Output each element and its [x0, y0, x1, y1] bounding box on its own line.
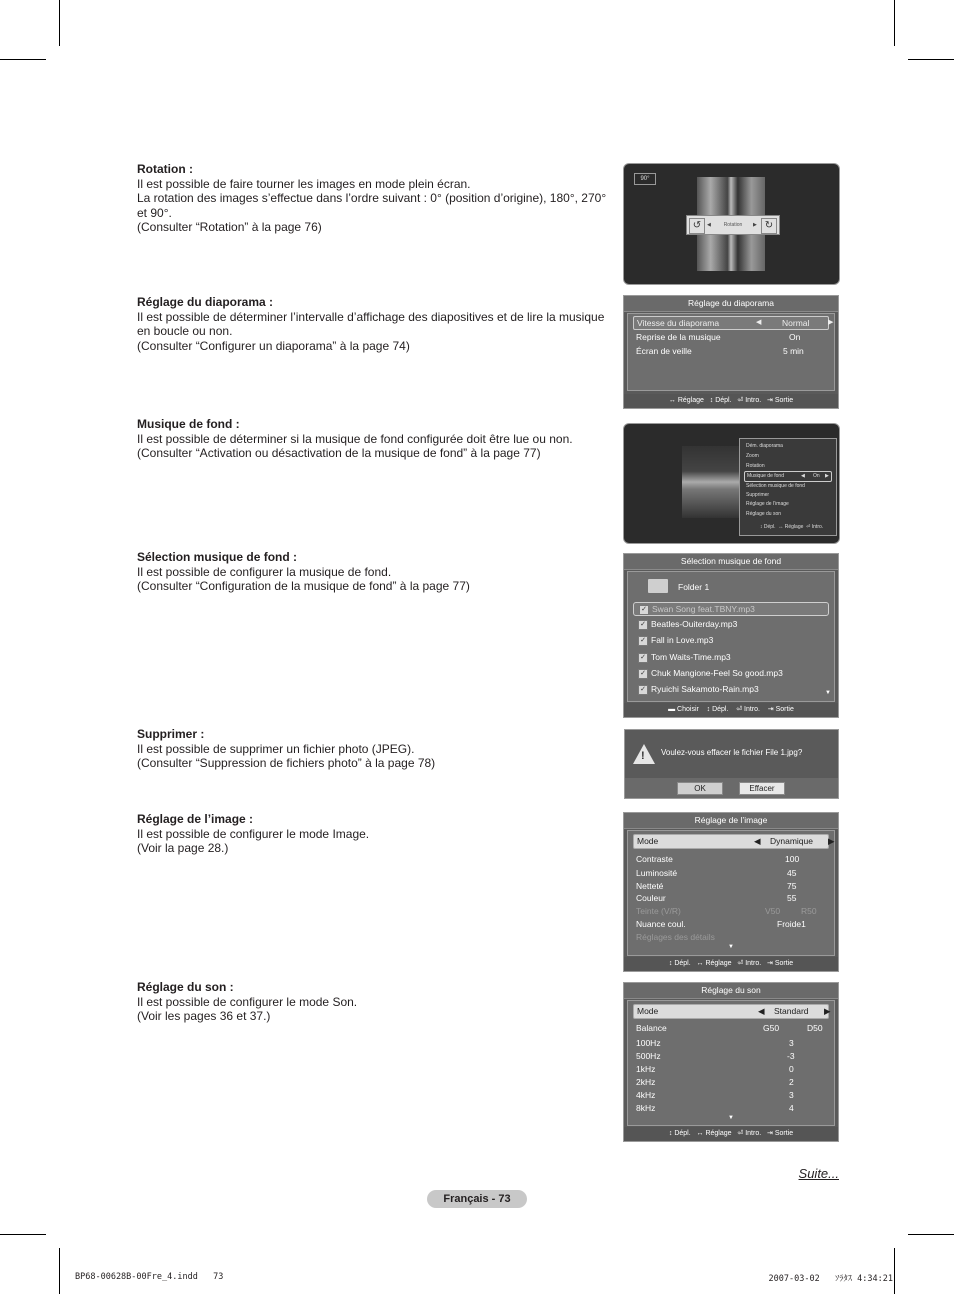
panel-footer — [624, 1127, 838, 1141]
section-line: Il est possible de configurer la musique de fond. — [137, 564, 392, 579]
footer-hint: Dépl. — [712, 706, 729, 713]
mode-row[interactable] — [633, 834, 835, 849]
section-line: (Consulter “Suppression de fichiers photo” à la page 78) — [137, 756, 436, 771]
context-menu — [739, 438, 837, 536]
panel-body — [627, 830, 835, 956]
adjust-icon: ↔ — [778, 524, 784, 530]
eq-row[interactable] — [633, 1063, 829, 1075]
warning-mark: ! — [641, 750, 645, 762]
checkbox-icon[interactable]: ✓ — [638, 669, 648, 679]
section-line: Il est possible de configurer le mode Son. — [137, 994, 358, 1009]
section-heading: Réglage du diaporama : — [137, 295, 274, 309]
section-line: (Consulter “Rotation” à la page 76) — [137, 220, 322, 235]
menu-item[interactable]: Dém. diaporama — [746, 443, 783, 449]
row-value: 55 — [787, 893, 797, 903]
file-name: Beatles-Ouiterday.mp3 — [651, 619, 738, 629]
footer-hint: Réglage — [677, 397, 704, 404]
brightness-row[interactable] — [633, 867, 829, 879]
music-menu-screen — [623, 423, 840, 544]
row-label: Mode — [637, 1006, 659, 1016]
section-heading: Rotation : — [137, 162, 193, 176]
section-heading: Réglage du son : — [137, 980, 234, 994]
menu-item[interactable]: Supprimer — [746, 492, 770, 498]
footer-hint: Dépl. — [674, 960, 691, 967]
panel-body — [627, 313, 835, 391]
rotation-screen — [623, 163, 840, 285]
crop-mark — [0, 1234, 46, 1235]
row-label: 100Hz — [636, 1038, 661, 1048]
arrow-right-icon: ▶ — [753, 222, 757, 228]
music-repeat-row[interactable] — [633, 331, 829, 343]
row-label: Teinte (V/R) — [636, 906, 681, 916]
menu-item[interactable]: Réglage du son — [746, 511, 782, 517]
exit-icon: ⇥ — [767, 706, 774, 713]
balance-right-value: D50 — [807, 1023, 823, 1033]
rotate-right-icon[interactable]: ↻ — [761, 218, 777, 234]
folder-icon — [648, 579, 668, 593]
row-label: Mode — [637, 836, 659, 846]
row-label: Vitesse du diaporama — [637, 318, 720, 328]
section-line: (Voir les pages 36 et 37.) — [137, 1009, 271, 1024]
dialog-message: Voulez-vous effacer le fichier File 1.jpg? — [661, 748, 803, 757]
footer-hint: Dépl. — [674, 1130, 691, 1137]
menu-item[interactable]: Rotation — [746, 463, 765, 469]
footer-hint: Réglage — [784, 524, 804, 530]
section-rotation — [137, 162, 607, 235]
panel-title: Réglage de l’image — [624, 813, 838, 829]
panel-title: Réglage du diaporama — [624, 296, 838, 312]
slideshow-settings-panel — [623, 295, 839, 409]
eq-row[interactable] — [633, 1050, 829, 1062]
scroll-down-icon[interactable]: ▼ — [825, 690, 831, 696]
file-row[interactable] — [633, 618, 829, 630]
section-music-selection — [137, 550, 607, 594]
row-value: 5 min — [783, 346, 804, 356]
arrow-left-icon: ◀ — [758, 1006, 765, 1016]
row-value: 4 — [789, 1103, 794, 1113]
footer-hint: Intro. — [745, 960, 762, 967]
sound-settings-panel — [623, 982, 839, 1142]
menu-item-selected[interactable] — [744, 471, 832, 482]
balance-left-value: G50 — [763, 1023, 780, 1033]
panel-footer — [624, 957, 838, 971]
checkbox-icon[interactable]: ✓ — [638, 636, 648, 646]
print-date-info: 2007-03-02 ｿﾗﾀｽ 4:34:21 — [768, 1274, 893, 1284]
file-list — [627, 571, 835, 702]
rotation-label: Rotation — [723, 222, 743, 228]
menu-item-value: On — [813, 473, 820, 479]
select-icon: ▬ — [668, 706, 676, 713]
panel-footer — [624, 394, 838, 408]
arrow-left-icon: ◀ — [756, 319, 762, 326]
footer-hint: Dépl. — [763, 524, 776, 530]
menu-item[interactable]: Sélection musique de fond — [746, 483, 805, 489]
adjust-icon: ↔ — [696, 960, 704, 967]
move-icon: ↕ — [709, 397, 714, 404]
row-label: Couleur — [636, 893, 666, 903]
footer-hint: Sortie — [774, 1130, 794, 1137]
panel-title: Sélection musique de fond — [624, 554, 838, 570]
ok-button[interactable]: OK — [677, 782, 723, 795]
mode-row[interactable] — [633, 1004, 829, 1019]
enter-icon: ⏎ — [737, 1130, 744, 1137]
file-name: Ryuichi Sakamoto-Rain.mp3 — [651, 684, 759, 694]
footer-hint: Intro. — [811, 524, 824, 530]
section-line: Il est possible de déterminer l’intervalle d’affichage des diapositives et de lire la musique — [137, 309, 605, 324]
section-line: Il est possible de supprimer un fichier photo (JPEG). — [137, 741, 415, 756]
file-name: Tom Waits-Time.mp3 — [651, 652, 731, 662]
color-row[interactable] — [633, 892, 829, 904]
footer-hint: Réglage — [705, 960, 732, 967]
file-row[interactable] — [633, 667, 829, 679]
row-label: Nuance coul. — [636, 919, 686, 929]
crop-mark — [0, 59, 46, 60]
footer-hint: Intro. — [744, 706, 760, 713]
arrow-left-icon: ◀ — [754, 836, 761, 846]
file-row[interactable] — [633, 602, 829, 616]
crop-mark — [894, 0, 895, 46]
crop-mark — [59, 1248, 60, 1294]
rotate-left-icon[interactable]: ↺ — [689, 218, 705, 234]
arrow-right-icon: ▶ — [828, 836, 835, 846]
arrow-left-icon: ◀ — [801, 473, 805, 479]
row-value: Dynamique — [770, 836, 813, 846]
row-value: Normal — [782, 318, 810, 328]
tint-red-value: R50 — [801, 906, 817, 916]
adjust-icon: ↔ — [668, 397, 676, 404]
row-label: Contraste — [636, 854, 673, 864]
move-icon: ↕ — [706, 706, 711, 713]
footer-hint: Intro. — [745, 1130, 762, 1137]
file-name: Chuk Mangione-Feel So good.mp3 — [651, 668, 783, 678]
move-icon: ↕ — [668, 960, 673, 967]
enter-icon: ⏎ — [736, 706, 743, 713]
exit-icon: ⇥ — [767, 397, 773, 404]
file-name: Swan Song feat.TBNY.mp3 — [652, 604, 755, 614]
color-tone-row[interactable] — [633, 918, 829, 930]
row-label: 8kHz — [636, 1103, 656, 1113]
file-name: Fall in Love.mp3 — [651, 635, 714, 645]
row-value: 75 — [787, 881, 797, 891]
row-label: 1kHz — [636, 1064, 656, 1074]
file-row[interactable] — [633, 683, 829, 695]
footer-hint: Sortie — [774, 397, 794, 404]
crop-mark — [894, 1248, 895, 1294]
section-heading: Réglage de l’image : — [137, 812, 254, 826]
checkbox-icon[interactable]: ✓ — [639, 605, 649, 615]
row-label: Balance — [636, 1023, 667, 1033]
row-value: Standard — [774, 1006, 809, 1016]
tint-row — [633, 905, 829, 917]
section-line: Il est possible de faire tourner les images en mode plein écran. — [137, 176, 471, 191]
row-label: 4kHz — [636, 1090, 656, 1100]
checkbox-icon[interactable]: ✓ — [638, 620, 648, 630]
section-delete — [137, 727, 607, 771]
adjust-icon: ↔ — [696, 1130, 704, 1137]
row-value: 45 — [787, 868, 797, 878]
checkbox-icon[interactable]: ✓ — [638, 653, 648, 663]
folder-name: Folder 1 — [678, 582, 710, 592]
dialog-button-bar — [625, 778, 838, 798]
slideshow-speed-row[interactable] — [633, 316, 834, 330]
row-label: Réglages des détails — [636, 932, 715, 942]
continued-label: Suite... — [798, 1166, 839, 1181]
sharpness-row[interactable] — [633, 880, 829, 892]
panel-title: Réglage du son — [624, 983, 838, 999]
row-value: 0 — [789, 1064, 794, 1074]
exit-icon: ⇥ — [767, 1130, 773, 1137]
row-label: Luminosité — [636, 868, 678, 878]
eq-row[interactable] — [633, 1089, 829, 1101]
section-heading: Sélection musique de fond : — [137, 550, 298, 564]
section-slideshow — [137, 295, 607, 353]
rotation-toolbar — [686, 215, 780, 235]
move-icon: ↕ — [668, 1130, 673, 1137]
eq-row[interactable] — [633, 1076, 829, 1088]
eq-row[interactable] — [633, 1102, 829, 1114]
print-file-info: BP68-00628B-00Fre_4.indd 73 — [75, 1272, 224, 1282]
footer-hint: Sortie — [775, 706, 794, 713]
enter-icon: ⏎ — [737, 960, 744, 967]
footer-hint: Intro. — [745, 397, 762, 404]
arrow-left-icon: ◀ — [707, 222, 711, 228]
row-value: 3 — [789, 1090, 794, 1100]
eq-row[interactable] — [633, 1037, 829, 1049]
menu-item[interactable]: Réglage de l’image — [746, 501, 789, 507]
footer-hint: Dépl. — [715, 397, 732, 404]
file-row[interactable] — [633, 634, 829, 646]
menu-footer — [760, 524, 823, 530]
section-line: (Consulter “Configuration de la musique de fond” à la page 77) — [137, 579, 470, 594]
menu-item-label: Musique de fond — [747, 473, 784, 479]
tint-green-value: V50 — [765, 906, 781, 916]
screensaver-row[interactable] — [633, 345, 829, 357]
crop-mark — [908, 1234, 954, 1235]
row-value: On — [789, 332, 801, 342]
move-icon: ↕ — [760, 524, 763, 530]
section-line: (Consulter “Configurer un diaporama” à la page 74) — [137, 338, 410, 353]
music-selection-panel — [623, 553, 839, 718]
exit-icon: ⇥ — [767, 960, 773, 967]
row-label: 2kHz — [636, 1077, 656, 1087]
row-label: 500Hz — [636, 1051, 661, 1061]
section-line: La rotation des images s’effectue dans l’ordre suivant : 0° (position d’origine), 180°, 270° — [137, 191, 607, 206]
contrast-row[interactable] — [633, 853, 829, 865]
scroll-down-icon[interactable]: ▼ — [728, 1115, 734, 1121]
section-line: (Voir la page 28.) — [137, 841, 229, 856]
row-value: 3 — [789, 1038, 794, 1048]
section-heading: Supprimer : — [137, 727, 205, 741]
footer-hint: Choisir — [677, 706, 699, 713]
crop-mark — [59, 0, 60, 46]
section-line: en boucle ou non. — [137, 324, 233, 339]
row-label: Écran de veille — [636, 346, 692, 356]
arrow-right-icon: ▶ — [828, 319, 834, 326]
menu-item[interactable]: Zoom — [746, 453, 759, 459]
footer-hint: Sortie — [774, 960, 794, 967]
section-background-music — [137, 417, 607, 461]
panel-body — [627, 1000, 835, 1126]
row-value: Froide1 — [777, 919, 806, 929]
row-label: Reprise de la musique — [636, 332, 721, 342]
section-picture — [137, 812, 607, 856]
section-line: et 90°. — [137, 205, 172, 220]
section-line: Il est possible de déterminer si la musique de fond configurée doit être lue ou non. — [137, 431, 573, 446]
arrow-right-icon: ▶ — [825, 473, 829, 479]
section-line: (Consulter “Activation ou désactivation de la musique de fond” à la page 77) — [137, 446, 541, 461]
enter-icon: ⏎ — [737, 397, 744, 404]
checkbox-icon[interactable]: ✓ — [638, 685, 648, 695]
footer-hint: Réglage — [705, 1130, 732, 1137]
row-label: Netteté — [636, 881, 664, 891]
angle-indicator: 90° — [634, 173, 656, 185]
scroll-down-icon[interactable]: ▼ — [728, 944, 734, 950]
detail-settings-row — [633, 931, 829, 943]
file-row[interactable] — [633, 651, 829, 663]
arrow-right-icon: ▶ — [824, 1006, 831, 1016]
row-value: 2 — [789, 1077, 794, 1087]
delete-button[interactable]: Effacer — [739, 782, 785, 795]
enter-icon: ⏎ — [806, 524, 811, 530]
panel-footer — [624, 703, 838, 717]
section-heading: Musique de fond : — [137, 417, 240, 431]
row-value: 100 — [785, 854, 800, 864]
row-value: -3 — [787, 1051, 795, 1061]
balance-row[interactable] — [633, 1022, 829, 1034]
crop-mark — [908, 59, 954, 60]
page-number-badge: Français - 73 — [427, 1190, 527, 1208]
section-line: Il est possible de configurer le mode Image. — [137, 826, 370, 841]
delete-dialog — [624, 729, 839, 799]
section-sound — [137, 980, 607, 1024]
picture-settings-panel — [623, 812, 839, 972]
